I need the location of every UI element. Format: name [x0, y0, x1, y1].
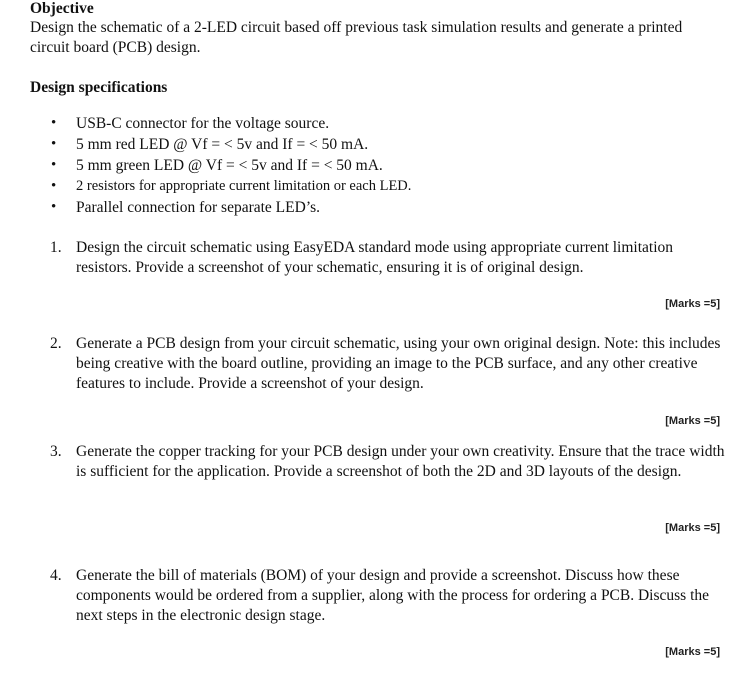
spec-item-text: USB-C connector for the voltage source.	[76, 115, 330, 132]
spec-item-text: Parallel connection for separate LED’s.	[76, 199, 321, 216]
marks-label: [Marks =5]	[665, 646, 720, 658]
objective-heading: Objective	[30, 0, 94, 17]
bullet-icon: •	[51, 199, 57, 215]
spec-item	[0, 113, 731, 134]
spec-item	[0, 197, 731, 218]
objective-text: Design the schematic of a 2-LED circuit based off previous task simulation results and generate a printed circuit board (PCB) design.	[30, 19, 683, 56]
spec-item	[0, 155, 731, 176]
spec-item	[0, 134, 731, 155]
task-text: Design the circuit schematic using EasyEDA standard mode using appropriate current limitation resistors. Provide a screenshot of your schematic, ensuring it is of original design.	[76, 239, 674, 276]
spec-item-text: 2 resistors for appropriate current limitation or each LED.	[76, 178, 412, 194]
task-number: 1.	[50, 239, 62, 256]
spec-item-text: 5 mm red LED @ Vf = < 5v and If = < 50 mA.	[76, 136, 369, 153]
marks-label: [Marks =5]	[665, 298, 720, 310]
marks-label: [Marks =5]	[665, 522, 720, 534]
design-specs-list	[0, 113, 731, 218]
spec-item-text: 5 mm green LED @ Vf = < 5v and If = < 50 mA.	[76, 157, 383, 174]
task-number: 4.	[50, 567, 62, 584]
marks-label: [Marks =5]	[665, 415, 720, 427]
task-number: 3.	[50, 443, 62, 460]
spec-item	[0, 176, 731, 197]
bullet-icon: •	[51, 115, 57, 131]
bullet-icon: •	[51, 157, 57, 173]
bullet-icon: •	[51, 178, 57, 194]
task-text: Generate the bill of materials (BOM) of your design and provide a screenshot. Discuss how these components would be ordered from a supplier, along with the process for ordering a PCB. Discuss the next steps in the electronic design stage.	[76, 567, 710, 624]
design-specs-heading: Design specifications	[30, 79, 168, 96]
bullet-icon: •	[51, 136, 57, 152]
task-number: 2.	[50, 335, 62, 352]
task-text: Generate the copper tracking for your PCB design under your own creativity. Ensure that the trace width is sufficient for the application. Provide a screenshot of both the 2D and 3D layouts of the design.	[76, 443, 725, 480]
task-text: Generate a PCB design from your circuit schematic, using your own original design. Note: this includes being creative with the board outline, providing an image to the PCB surface, and any other creative features to include. Provide a screenshot of your design.	[76, 335, 721, 392]
